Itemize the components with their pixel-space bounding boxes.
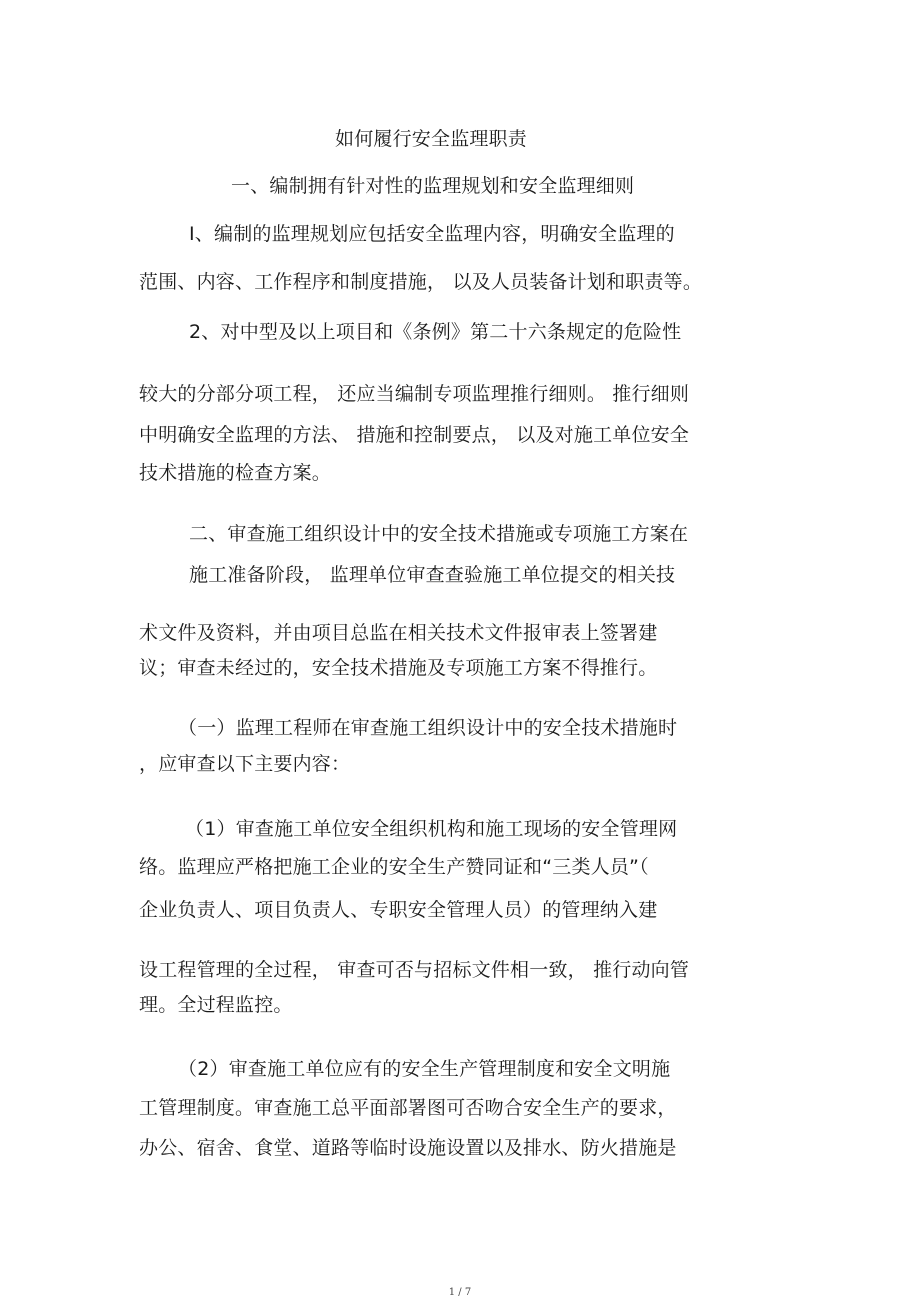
paragraph-line: 施工准备阶段， 监理单位审查查验施工单位提交的相关技 [189,564,676,586]
document-title: 如何履行安全监理职责 [335,128,528,150]
subsection-heading: （一）监理工程师在审查施工组织设计中的安全技术措施时 [178,717,678,739]
paragraph-line: 2、对中型及以上项目和《条例》第二十六条规定的危险性 [189,321,682,343]
paragraph-line: 办公、宿舍、食堂、道路等临时设施设置以及排水、防火措施是 [139,1137,677,1159]
section-heading-1: 一、编制拥有针对性的监理规划和安全监理细则 [231,175,635,197]
paragraph-line: 企业负责人、项目负责人、专职安全管理人员）的管理纳入建 [139,899,658,921]
paragraph-line: （2）审查施工单位应有的安全生产管理制度和安全文明施 [178,1058,671,1080]
paragraph-line: 较大的分部分项工程， 还应当编制专项监理推行细则。 推行细则 [139,383,690,405]
paragraph-line: I、编制的监理规划应包括安全监理内容，明确安全监理的 [189,223,675,245]
paragraph-line: （1）审查施工单位安全组织机构和施工现场的安全管理网 [185,818,678,840]
paragraph-line: 术文件及资料，并由项目总监在相关技术文件报审表上签署建 [139,622,658,644]
page-number: 1 / 7 [448,1287,472,1298]
section-heading-2: 二、审查施工组织设计中的安全技术措施或专项施工方案在 [189,523,689,545]
paragraph-line: 理。全过程监控。 [139,994,293,1016]
paragraph-line: 议；审查未经过的，安全技术措施及专项施工方案不得推行。 [139,657,658,679]
paragraph-line: ，应审查以下主要内容： [139,753,351,775]
paragraph-line: 设工程管理的全过程， 审查可否与招标文件相一致， 推行动向管 [139,959,690,981]
paragraph-line: 络。监理应严格把施工企业的安全生产赞同证和“三类人员”（ [139,856,649,878]
paragraph-line: 中明确安全监理的方法、 措施和控制要点， 以及对施工单位安全 [139,424,690,446]
paragraph-line: 范围、内容、工作程序和制度措施， 以及人员装备计划和职责等。 [139,271,703,293]
paragraph-line: 技术措施的检查方案。 [139,462,332,484]
paragraph-line: 工管理制度。审查施工总平面部署图可否吻合安全生产的要求， [139,1097,677,1119]
